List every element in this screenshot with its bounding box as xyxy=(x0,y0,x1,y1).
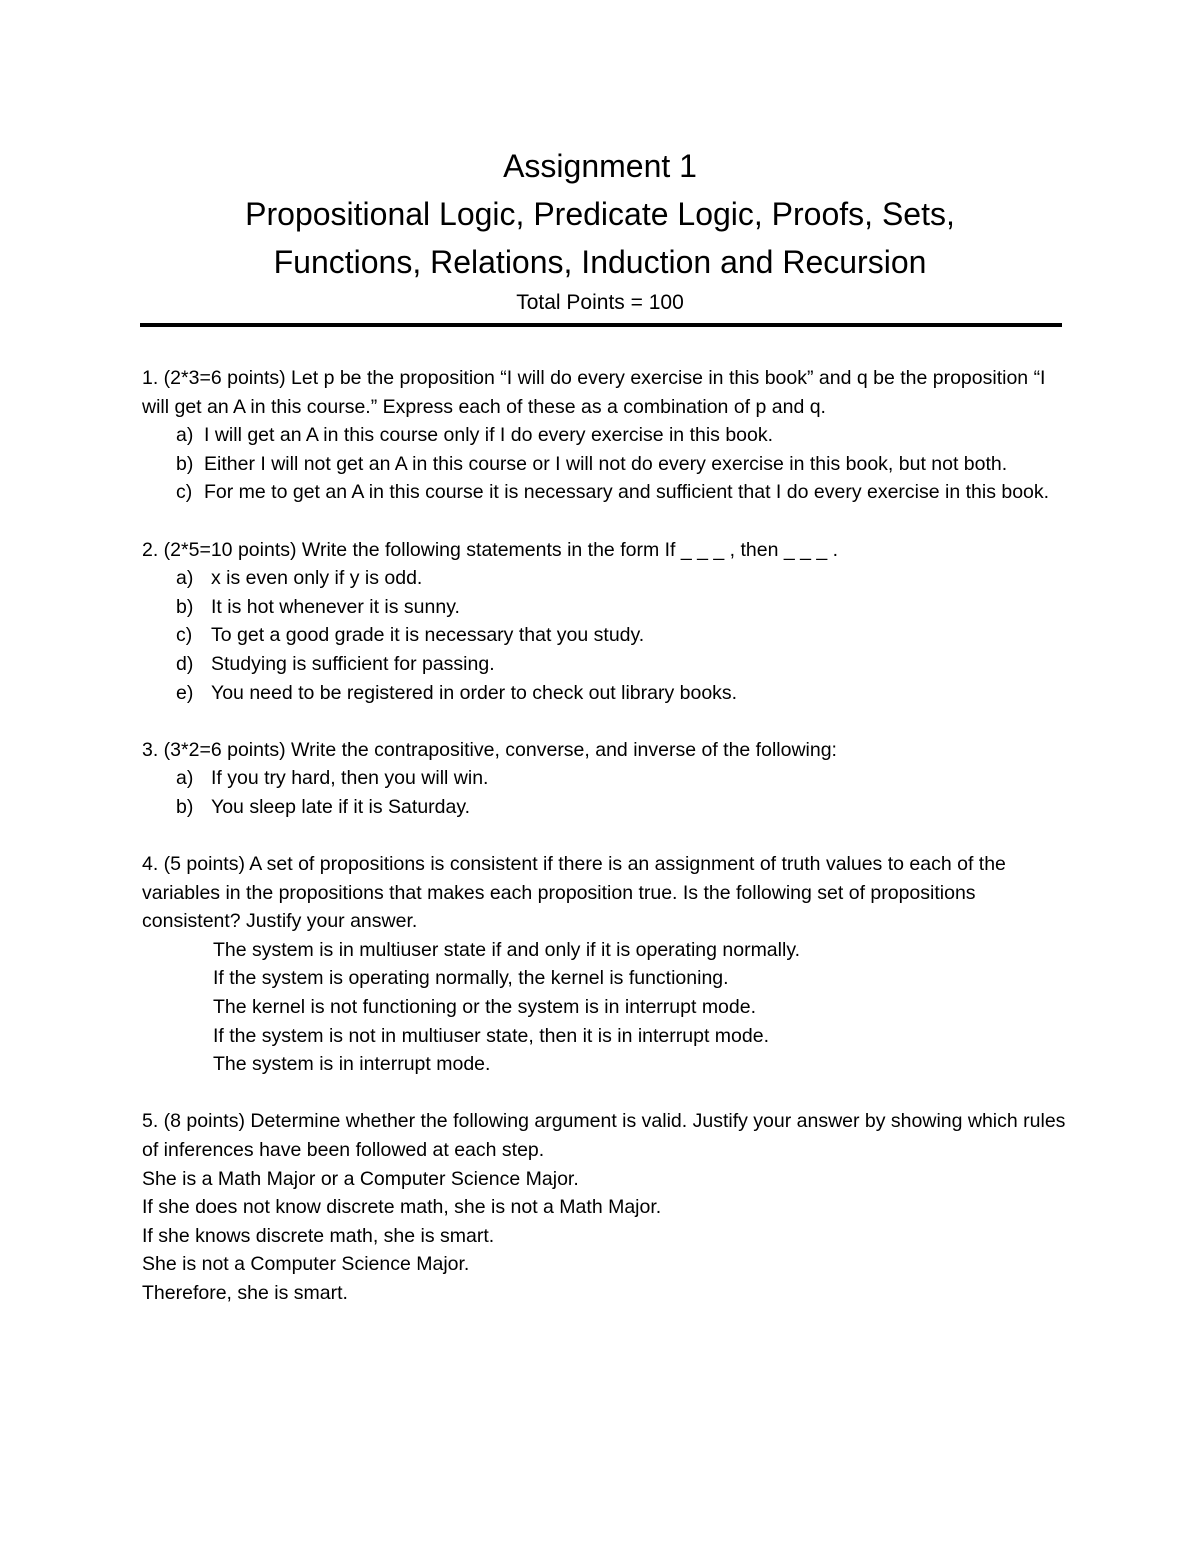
item-text: Either I will not get an A in this course or I will not do every exercise in this book, but not both. xyxy=(204,452,1008,475)
item-label: b) xyxy=(176,795,194,818)
question-1-item-b xyxy=(142,450,1072,479)
argument-line: If she knows discrete math, she is smart. xyxy=(142,1224,495,1247)
question-2-item-b xyxy=(142,593,1072,622)
item-text: Studying is sufficient for passing. xyxy=(211,652,495,675)
proposition-line: If the system is not in multiuser state, then it is in interrupt mode. xyxy=(213,1024,769,1047)
total-points: Total Points = 100 xyxy=(516,291,684,314)
argument-conclusion: Therefore, she is smart. xyxy=(142,1282,348,1304)
item-text: To get a good grade it is necessary that you study. xyxy=(211,624,645,647)
question-2 xyxy=(142,536,1072,708)
item-text: I will get an A in this course only if I do every exercise in this book. xyxy=(204,424,774,447)
question-2-item-e xyxy=(142,679,1072,708)
item-label: e) xyxy=(176,681,194,704)
item-text: It is hot whenever it is sunny. xyxy=(211,595,460,618)
question-1-prompt: 1. (2*3=6 points) Let p be the proposition “I will do every exercise in this book” and q be the proposition “I will get an A in this course.” Express each of these as a combination of p and q. xyxy=(142,367,1046,418)
question-4-prompt: 4. (5 points) A set of propositions is consistent if there is an assignment of truth values to each of the variables in the propositions that makes each proposition true. Is the following set of propositions consistent? Justify your answer. xyxy=(142,853,1006,933)
question-5 xyxy=(142,1107,1072,1307)
item-text: If you try hard, then you will win. xyxy=(211,767,489,790)
argument-line: She is a Math Major or a Computer Science Major. xyxy=(142,1167,579,1190)
argument-line: She is not a Computer Science Major. xyxy=(142,1253,470,1276)
proposition-line: The kernel is not functioning or the system is in interrupt mode. xyxy=(213,996,757,1019)
question-5-prompt: 5. (8 points) Determine whether the following argument is valid. Justify your answer by showing which rules of inferences have been followed at each step. xyxy=(142,1110,1066,1162)
document-body xyxy=(142,364,1072,1336)
proposition-line: The system is in multiuser state if and only if it is operating normally. xyxy=(213,938,801,961)
question-2-item-a xyxy=(142,564,1072,593)
question-3 xyxy=(142,736,1072,822)
item-label: b) xyxy=(176,595,194,618)
question-4 xyxy=(142,850,1072,1079)
assignment-subtitle-line1: Propositional Logic, Predicate Logic, Proofs, Sets, xyxy=(245,196,955,232)
item-label: a) xyxy=(176,567,194,590)
question-2-item-d xyxy=(142,650,1072,679)
item-text: You need to be registered in order to check out library books. xyxy=(211,681,738,704)
item-text: For me to get an A in this course it is necessary and sufficient that I do every exercise in this book. xyxy=(204,481,1050,504)
header-divider xyxy=(140,323,1062,327)
item-text: x is even only if y is odd. xyxy=(211,567,423,590)
item-label: b) xyxy=(176,452,194,475)
item-label: c) xyxy=(176,624,193,647)
item-label: a) xyxy=(176,424,194,447)
question-2-item-c xyxy=(142,621,1072,650)
document-header xyxy=(140,142,1060,320)
assignment-title: Assignment 1 xyxy=(503,148,697,184)
question-3-item-b xyxy=(142,793,1072,822)
question-1-item-c xyxy=(142,478,1072,507)
assignment-subtitle-line2: Functions, Relations, Induction and Recursion xyxy=(273,244,927,280)
question-2-prompt: 2. (2*5=10 points) Write the following statements in the form If _ _ _ , then _ _ _ . xyxy=(142,538,839,561)
question-1-item-a xyxy=(142,421,1072,450)
argument-line: If she does not know discrete math, she is not a Math Major. xyxy=(142,1196,662,1219)
proposition-line: The system is in interrupt mode. xyxy=(213,1053,491,1076)
question-3-prompt: 3. (3*2=6 points) Write the contrapositive, converse, and inverse of the following: xyxy=(142,738,837,761)
item-label: c) xyxy=(176,481,193,504)
question-1 xyxy=(142,364,1072,507)
item-text: You sleep late if it is Saturday. xyxy=(211,795,471,818)
question-3-item-a xyxy=(142,764,1072,793)
item-label: a) xyxy=(176,767,194,790)
item-label: d) xyxy=(176,652,194,675)
proposition-line: If the system is operating normally, the kernel is functioning. xyxy=(213,967,729,990)
